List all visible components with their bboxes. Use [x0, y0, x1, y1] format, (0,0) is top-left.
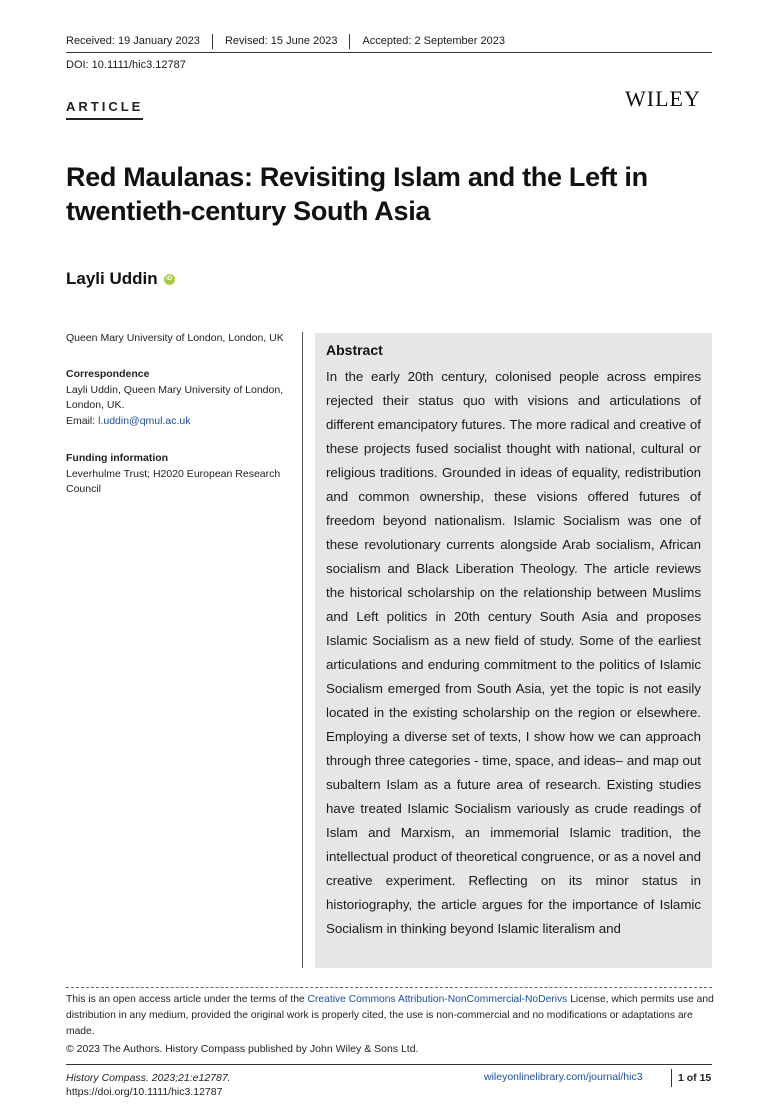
email-link[interactable]: l.uddin@qmul.ac.uk — [98, 414, 191, 427]
column-divider — [302, 332, 303, 968]
page-number: 1 of 15 — [678, 1072, 712, 1084]
license-text-pre: This is an open access article under the terms of the — [66, 994, 308, 1005]
journal-doi[interactable]: https://doi.org/10.1111/hic3.12787 — [66, 1086, 223, 1098]
article-type-label: ARTICLE — [66, 99, 143, 120]
funding-heading: Funding information — [66, 452, 169, 464]
affiliation: Queen Mary University of London, London, UK — [66, 332, 284, 344]
funding-block — [66, 451, 296, 498]
journal-url-link[interactable]: wileyonlinelibrary.com/journal/hic3 — [484, 1071, 643, 1083]
funding-text: Leverhulme Trust; H2020 European Research Council — [66, 467, 281, 495]
publisher-logo: WILEY — [625, 86, 701, 111]
correspondence-text: Layli Uddin, Queen Mary University of London, London, UK. — [66, 383, 284, 411]
license-notice — [66, 992, 714, 1040]
author-name[interactable]: Layli Uddin — [66, 269, 158, 288]
orcid-icon[interactable]: iD — [164, 274, 175, 285]
journal-info — [66, 1071, 231, 1099]
abstract-box — [315, 333, 712, 968]
email-label: Email: — [66, 414, 96, 427]
article-dates — [66, 34, 529, 49]
footer-divider — [66, 987, 712, 988]
doi: DOI: 10.1111/hic3.12787 — [66, 59, 186, 71]
email-line — [66, 414, 296, 430]
accepted-date: Accepted: 2 September 2023 — [362, 35, 505, 47]
correspondence-heading: Correspondence — [66, 368, 150, 380]
page-number-divider — [671, 1069, 672, 1087]
correspondence-block — [66, 367, 296, 429]
received-date: Received: 19 January 2023 — [66, 34, 213, 49]
journal-citation: History Compass. 2023;21:e12787. — [66, 1072, 231, 1084]
bottom-divider — [66, 1064, 712, 1065]
copyright: © 2023 The Authors. History Compass published by John Wiley & Sons Ltd. — [66, 1043, 419, 1055]
revised-date: Revised: 15 June 2023 — [225, 34, 351, 49]
header-divider — [66, 52, 712, 53]
article-title: Red Maulanas: Revisiting Islam and the Left in twentieth-century South Asia — [66, 162, 648, 226]
author-line — [66, 269, 175, 289]
license-text-post: License, which permits use and distribution in any medium, provided the original work is properly cited, the use is non-commercial and no modifications or adaptations are made. — [66, 994, 714, 1037]
abstract-body: In the early 20th century, colonised people across empires rejected their status quo with visions and articulations of different emancipatory futures. The more radical and creative of these projects fused socialist thought with national, cultural or religious traditions. Grounded in ideas of equality, redistribution and common ownership, these visions offered futures of freedom beyond nationalism. Islamic Socialism was one of these revolutionary currents alongside Arab socialism, African socialism and Black Liberation Theology. The article reviews the historical scholarship on the relationship between Muslims and Left politics in 20th century South Asia and proposes Islamic Socialism as a new field of study. Some of the earliest articulations and enduring commitment to the politics of Islamic Socialism emerged from South Asia, yet the topic is not easily located in the existing scholarship on the region or elsewhere. Employing a diverse set of texts, I show how we can approach through three categories - time, space, and ideas– and map out subaltern Islam as a future area of research. Existing studies have treated Islamic Socialism variously as crude readings of Islam and Marxism, an immemorial Islamic tradition, the intellectual product of theoretical congruence, or as a novel and creative experiment. Reflecting on its minor status in historiography, the article argues for the importance of Islamic Socialism in thinking beyond Islamic literalism and — [326, 369, 701, 936]
abstract-heading: Abstract — [326, 342, 383, 358]
license-link[interactable]: Creative Commons Attribution-NonCommercial-NoDerivs — [307, 994, 568, 1005]
